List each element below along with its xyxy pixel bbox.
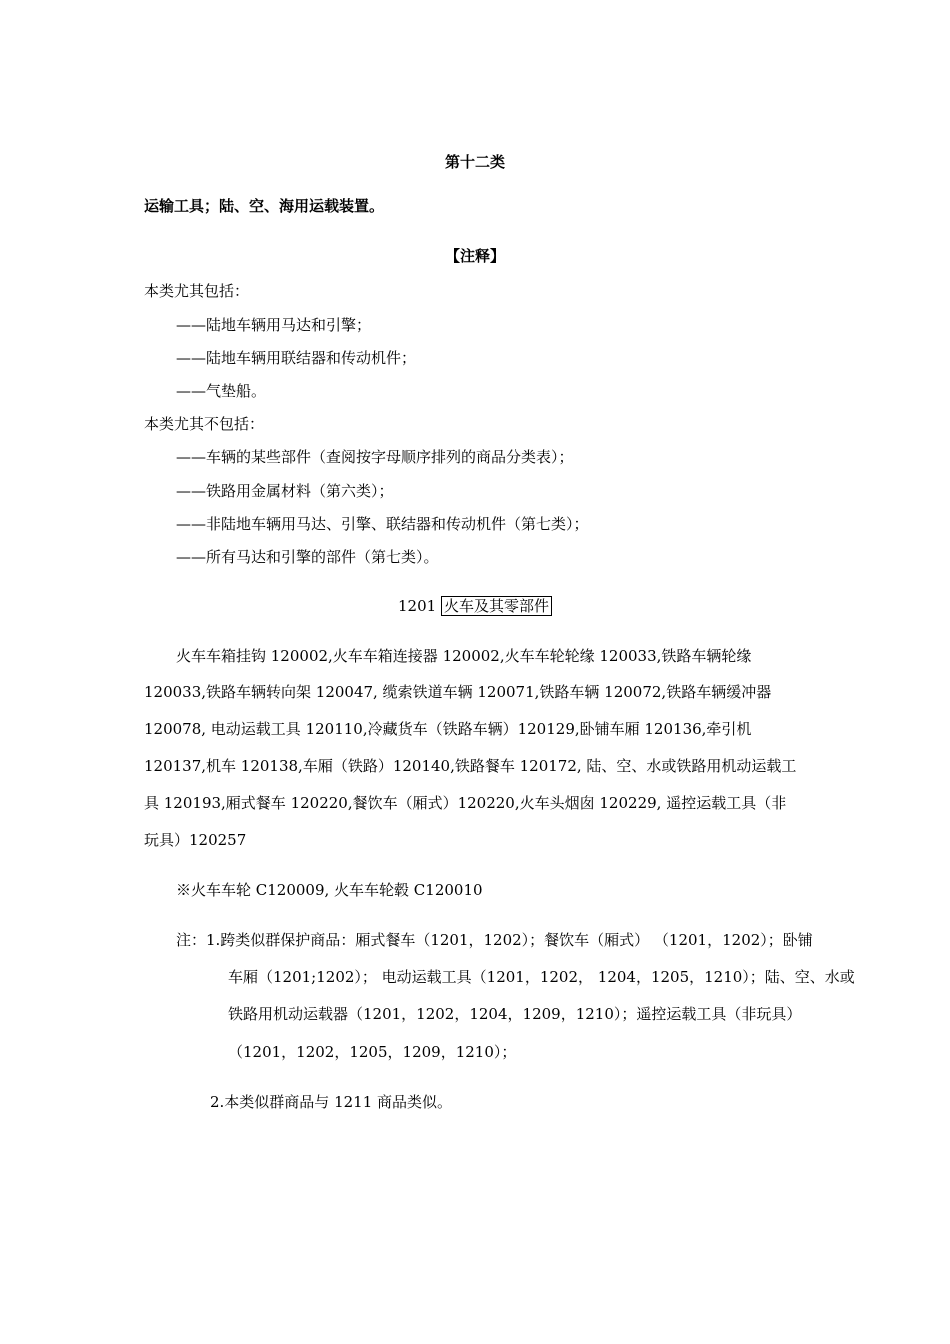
- excludes-item: ——非陆地车辆用马达、引擎、联结器和传动机件（第七类）；: [176, 515, 589, 533]
- special-items: ※火车车轮 C120009, 火车车轮毂 C120010: [176, 881, 483, 899]
- group-name: 火车及其零部件: [441, 596, 552, 616]
- includes-item: ——陆地车辆用联结器和传动机件；: [176, 349, 417, 367]
- goods-line: 120137,机车 120138,车厢（铁路）120140,铁路餐车 120172, 陆、空、水或铁路用机动运载工: [144, 757, 797, 775]
- note1-line: 注：1.跨类似群保护商品：厢式餐车（1201，1202）；餐饮车（厢式） （1201，1202）；卧铺: [176, 931, 813, 949]
- includes-intro: 本类尤其包括：: [144, 282, 250, 300]
- group-heading: [0, 596, 950, 616]
- excludes-item: ——铁路用金属材料（第六类）；: [176, 482, 394, 500]
- includes-item: ——气垫船。: [176, 382, 267, 400]
- note1-line: （1201，1202，1205，1209，1210）；: [228, 1043, 517, 1061]
- goods-line: 具 120193,厢式餐车 120220,餐饮车（厢式）120220,火车头烟囱 120229, 遥控运载工具（非: [144, 794, 787, 812]
- includes-item: ——陆地车辆用马达和引擎；: [176, 316, 372, 334]
- excludes-intro: 本类尤其不包括：: [144, 415, 265, 433]
- goods-line: 火车车箱挂钩 120002,火车车箱连接器 120002,火车车轮轮缘 120033,铁路车辆轮缘: [176, 647, 752, 665]
- note2: 2.本类似群商品与 1211 商品类似。: [210, 1093, 453, 1111]
- goods-line: 玩具）120257: [144, 831, 247, 849]
- class-heading: 第十二类: [444, 153, 505, 171]
- group-code: 1201: [398, 597, 437, 615]
- notes-heading: 【注释】: [444, 247, 505, 265]
- goods-line: 120078, 电动运载工具 120110,冷藏货车（铁路车辆）120129,卧铺车厢 120136,牵引机: [144, 720, 752, 738]
- class-title: 运输工具；陆、空、海用运载装置。: [144, 197, 385, 215]
- goods-line: 120033,铁路车辆转向架 120047, 缆索铁道车辆 120071,铁路车辆 120072,铁路车辆缓冲器: [144, 683, 772, 701]
- note1-line: 铁路用机动运载器（1201，1202，1204，1209，1210）；遥控运载工具（非玩具）: [228, 1005, 802, 1023]
- excludes-item: ——所有马达和引擎的部件（第七类）。: [176, 548, 439, 566]
- note1-line: 车厢（1201;1202）； 电动运载工具（1201，1202， 1204，1205，1210）；陆、空、水或: [228, 968, 855, 986]
- excludes-item: ——车辆的某些部件（查阅按字母顺序排列的商品分类表）；: [176, 448, 574, 466]
